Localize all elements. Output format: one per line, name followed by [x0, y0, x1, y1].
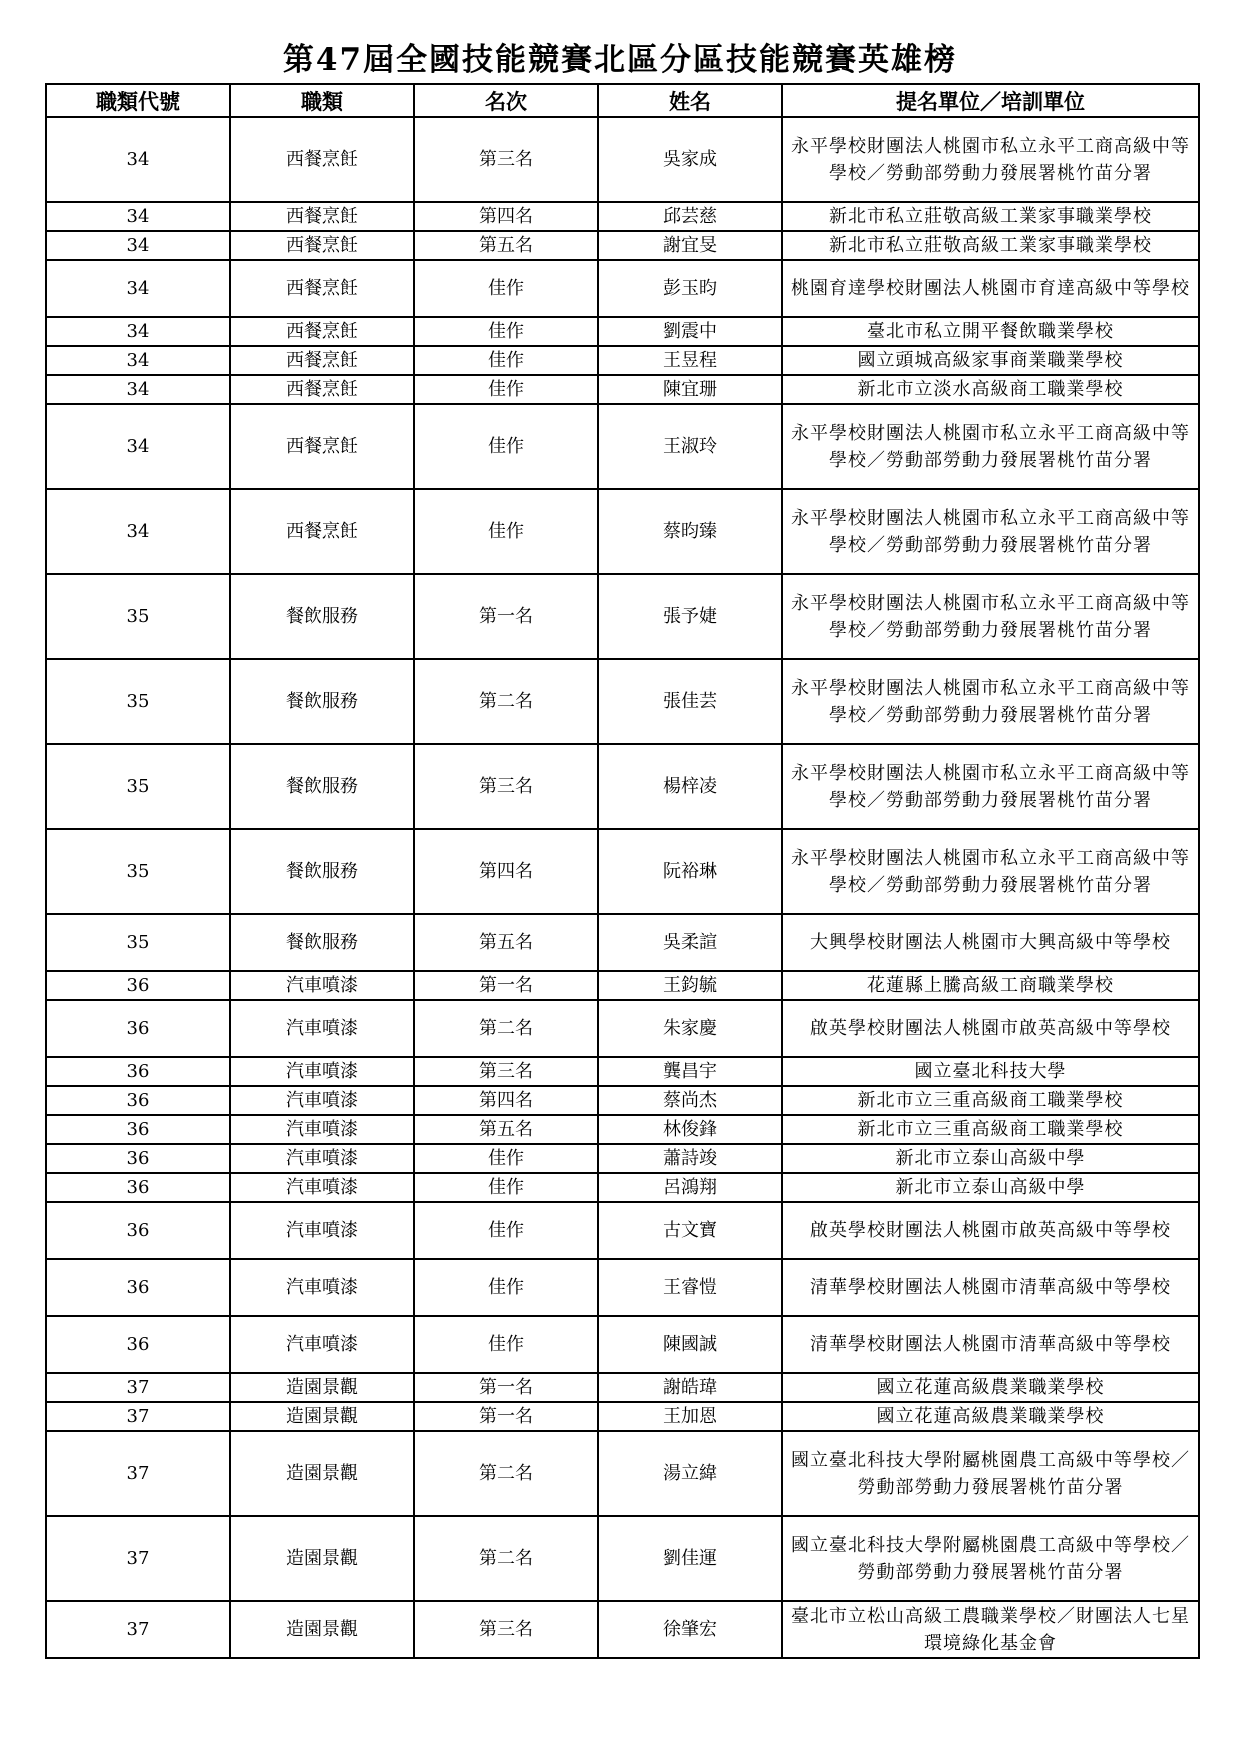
cell-unit: 新北市立三重高級商工職業學校 — [782, 1086, 1199, 1115]
cell-unit: 國立臺北科技大學附屬桃園農工高級中等學校／勞動部勞動力發展署桃竹苗分署 — [782, 1516, 1199, 1601]
cell-name: 謝皓瑋 — [598, 1373, 782, 1402]
cell-rank: 第一名 — [414, 1402, 598, 1431]
cell-name: 王睿愷 — [598, 1259, 782, 1316]
cell-unit: 大興學校財團法人桃園市大興高級中等學校 — [782, 914, 1199, 971]
cell-rank: 第一名 — [414, 574, 598, 659]
cell-trade: 造園景觀 — [230, 1373, 414, 1402]
cell-rank: 第二名 — [414, 1000, 598, 1057]
page-title: 第47屆全國技能競賽北區分區技能競賽英雄榜 — [282, 42, 958, 78]
cell-name: 王昱程 — [598, 346, 782, 375]
cell-code: 36 — [46, 1144, 230, 1173]
cell-code: 35 — [46, 744, 230, 829]
cell-rank: 第二名 — [414, 1431, 598, 1516]
cell-code: 34 — [46, 202, 230, 231]
cell-name: 蔡尚杰 — [598, 1086, 782, 1115]
table-row — [46, 1316, 1199, 1373]
table-row — [46, 744, 1199, 829]
cell-unit: 清華學校財團法人桃園市清華高級中等學校 — [782, 1259, 1199, 1316]
cell-unit: 永平學校財團法人桃園市私立永平工商高級中等學校／勞動部勞動力發展署桃竹苗分署 — [782, 574, 1199, 659]
cell-code: 36 — [46, 1057, 230, 1086]
cell-code: 37 — [46, 1601, 230, 1658]
table-row — [46, 659, 1199, 744]
cell-unit: 國立花蓮高級農業職業學校 — [782, 1373, 1199, 1402]
cell-code: 34 — [46, 231, 230, 260]
cell-name: 楊梓凌 — [598, 744, 782, 829]
cell-rank: 第四名 — [414, 202, 598, 231]
cell-rank: 佳作 — [414, 1316, 598, 1373]
cell-name: 陳宜珊 — [598, 375, 782, 404]
cell-name: 劉佳運 — [598, 1516, 782, 1601]
cell-rank: 第一名 — [414, 971, 598, 1000]
cell-unit: 清華學校財團法人桃園市清華高級中等學校 — [782, 1316, 1199, 1373]
cell-code: 34 — [46, 117, 230, 202]
cell-code: 36 — [46, 1000, 230, 1057]
cell-unit: 永平學校財團法人桃園市私立永平工商高級中等學校／勞動部勞動力發展署桃竹苗分署 — [782, 404, 1199, 489]
cell-unit: 永平學校財團法人桃園市私立永平工商高級中等學校／勞動部勞動力發展署桃竹苗分署 — [782, 744, 1199, 829]
cell-name: 吳家成 — [598, 117, 782, 202]
table-row — [46, 914, 1199, 971]
cell-code: 36 — [46, 1173, 230, 1202]
table-row — [46, 1259, 1199, 1316]
cell-unit: 永平學校財團法人桃園市私立永平工商高級中等學校／勞動部勞動力發展署桃竹苗分署 — [782, 489, 1199, 574]
cell-trade: 造園景觀 — [230, 1516, 414, 1601]
cell-rank: 佳作 — [414, 1144, 598, 1173]
cell-name: 劉震中 — [598, 317, 782, 346]
cell-unit: 新北市立泰山高級中學 — [782, 1173, 1199, 1202]
cell-trade: 汽車噴漆 — [230, 1173, 414, 1202]
cell-unit: 臺北市立松山高級工農職業學校／財團法人七星環境綠化基金會 — [782, 1601, 1199, 1658]
cell-rank: 佳作 — [414, 404, 598, 489]
cell-trade: 汽車噴漆 — [230, 1259, 414, 1316]
cell-code: 35 — [46, 829, 230, 914]
table-row — [46, 829, 1199, 914]
cell-rank: 佳作 — [414, 489, 598, 574]
cell-trade: 造園景觀 — [230, 1431, 414, 1516]
cell-trade: 餐飲服務 — [230, 744, 414, 829]
cell-trade: 汽車噴漆 — [230, 1000, 414, 1057]
cell-rank: 佳作 — [414, 375, 598, 404]
cell-name: 林俊鋒 — [598, 1115, 782, 1144]
cell-trade: 汽車噴漆 — [230, 1086, 414, 1115]
cell-unit: 啟英學校財團法人桃園市啟英高級中等學校 — [782, 1000, 1199, 1057]
table-row — [46, 346, 1199, 375]
cell-code: 34 — [46, 317, 230, 346]
cell-code: 36 — [46, 1259, 230, 1316]
cell-name: 湯立緯 — [598, 1431, 782, 1516]
cell-name: 張佳芸 — [598, 659, 782, 744]
cell-unit: 永平學校財團法人桃園市私立永平工商高級中等學校／勞動部勞動力發展署桃竹苗分署 — [782, 659, 1199, 744]
header-trade: 職類 — [230, 84, 414, 117]
cell-rank: 第二名 — [414, 659, 598, 744]
cell-rank: 佳作 — [414, 1259, 598, 1316]
cell-trade: 西餐烹飪 — [230, 375, 414, 404]
cell-unit: 臺北市私立開平餐飲職業學校 — [782, 317, 1199, 346]
cell-name: 王鈞毓 — [598, 971, 782, 1000]
cell-name: 阮裕琳 — [598, 829, 782, 914]
cell-unit: 永平學校財團法人桃園市私立永平工商高級中等學校／勞動部勞動力發展署桃竹苗分署 — [782, 117, 1199, 202]
cell-name: 吳柔諠 — [598, 914, 782, 971]
cell-unit: 國立花蓮高級農業職業學校 — [782, 1402, 1199, 1431]
table-row — [46, 1000, 1199, 1057]
cell-trade: 西餐烹飪 — [230, 489, 414, 574]
cell-rank: 第三名 — [414, 117, 598, 202]
cell-trade: 餐飲服務 — [230, 829, 414, 914]
cell-unit: 花蓮縣上騰高級工商職業學校 — [782, 971, 1199, 1000]
table-row — [46, 1202, 1199, 1259]
cell-rank: 佳作 — [414, 1173, 598, 1202]
table-row — [46, 231, 1199, 260]
roster-body — [46, 117, 1199, 1658]
cell-name: 徐肇宏 — [598, 1601, 782, 1658]
cell-rank: 第四名 — [414, 1086, 598, 1115]
cell-rank: 第三名 — [414, 1057, 598, 1086]
cell-code: 36 — [46, 971, 230, 1000]
cell-code: 37 — [46, 1373, 230, 1402]
cell-rank: 第四名 — [414, 829, 598, 914]
cell-name: 張予婕 — [598, 574, 782, 659]
cell-code: 34 — [46, 260, 230, 317]
cell-name: 古文寶 — [598, 1202, 782, 1259]
table-row — [46, 489, 1199, 574]
cell-trade: 汽車噴漆 — [230, 1202, 414, 1259]
cell-rank: 第五名 — [414, 1115, 598, 1144]
cell-code: 36 — [46, 1086, 230, 1115]
cell-unit: 新北市立三重高級商工職業學校 — [782, 1115, 1199, 1144]
cell-trade: 西餐烹飪 — [230, 117, 414, 202]
cell-rank: 佳作 — [414, 317, 598, 346]
table-row — [46, 404, 1199, 489]
cell-rank: 第三名 — [414, 744, 598, 829]
cell-trade: 汽車噴漆 — [230, 1316, 414, 1373]
cell-unit: 國立頭城高級家事商業職業學校 — [782, 346, 1199, 375]
roster-table — [45, 83, 1200, 1659]
cell-code: 35 — [46, 914, 230, 971]
cell-rank: 第五名 — [414, 231, 598, 260]
cell-name: 王加恩 — [598, 1402, 782, 1431]
table-row — [46, 375, 1199, 404]
cell-rank: 佳作 — [414, 260, 598, 317]
cell-trade: 汽車噴漆 — [230, 971, 414, 1000]
table-row — [46, 1373, 1199, 1402]
cell-trade: 餐飲服務 — [230, 659, 414, 744]
cell-code: 37 — [46, 1516, 230, 1601]
cell-name: 龔昌宇 — [598, 1057, 782, 1086]
cell-code: 37 — [46, 1402, 230, 1431]
cell-unit: 永平學校財團法人桃園市私立永平工商高級中等學校／勞動部勞動力發展署桃竹苗分署 — [782, 829, 1199, 914]
cell-unit: 啟英學校財團法人桃園市啟英高級中等學校 — [782, 1202, 1199, 1259]
table-row — [46, 202, 1199, 231]
cell-trade: 汽車噴漆 — [230, 1144, 414, 1173]
table-row — [46, 1516, 1199, 1601]
cell-trade: 餐飲服務 — [230, 574, 414, 659]
table-row — [46, 1057, 1199, 1086]
cell-code: 35 — [46, 659, 230, 744]
cell-rank: 佳作 — [414, 1202, 598, 1259]
cell-trade: 汽車噴漆 — [230, 1115, 414, 1144]
cell-unit: 新北市私立莊敬高級工業家事職業學校 — [782, 202, 1199, 231]
cell-trade: 西餐烹飪 — [230, 317, 414, 346]
cell-trade: 西餐烹飪 — [230, 346, 414, 375]
cell-trade: 造園景觀 — [230, 1402, 414, 1431]
cell-name: 邱芸慈 — [598, 202, 782, 231]
header-rank: 名次 — [414, 84, 598, 117]
table-row — [46, 317, 1199, 346]
header-code: 職類代號 — [46, 84, 230, 117]
cell-code: 34 — [46, 404, 230, 489]
cell-name: 蔡昀臻 — [598, 489, 782, 574]
header-name: 姓名 — [598, 84, 782, 117]
cell-rank: 佳作 — [414, 346, 598, 375]
cell-name: 陳國誠 — [598, 1316, 782, 1373]
cell-unit: 桃園育達學校財團法人桃園市育達高級中等學校 — [782, 260, 1199, 317]
cell-unit: 新北市私立莊敬高級工業家事職業學校 — [782, 231, 1199, 260]
cell-unit: 國立臺北科技大學 — [782, 1057, 1199, 1086]
table-row — [46, 574, 1199, 659]
cell-unit: 國立臺北科技大學附屬桃園農工高級中等學校／勞動部勞動力發展署桃竹苗分署 — [782, 1431, 1199, 1516]
cell-trade: 餐飲服務 — [230, 914, 414, 971]
table-row — [46, 1144, 1199, 1173]
table-row — [46, 1115, 1199, 1144]
cell-name: 呂鴻翔 — [598, 1173, 782, 1202]
cell-trade: 西餐烹飪 — [230, 260, 414, 317]
cell-unit: 新北市立淡水高級商工職業學校 — [782, 375, 1199, 404]
cell-code: 34 — [46, 346, 230, 375]
table-row — [46, 971, 1199, 1000]
cell-trade: 西餐烹飪 — [230, 202, 414, 231]
table-row — [46, 260, 1199, 317]
header-unit: 提名單位／培訓單位 — [782, 84, 1199, 117]
cell-rank: 第一名 — [414, 1373, 598, 1402]
cell-trade: 西餐烹飪 — [230, 231, 414, 260]
cell-name: 謝宜旻 — [598, 231, 782, 260]
table-row — [46, 1601, 1199, 1658]
table-row — [46, 1402, 1199, 1431]
cell-name: 王淑玲 — [598, 404, 782, 489]
cell-code: 36 — [46, 1316, 230, 1373]
cell-name: 彭玉昀 — [598, 260, 782, 317]
cell-code: 36 — [46, 1202, 230, 1259]
cell-trade: 西餐烹飪 — [230, 404, 414, 489]
header-row — [46, 84, 1199, 117]
cell-code: 36 — [46, 1115, 230, 1144]
cell-code: 34 — [46, 489, 230, 574]
cell-unit: 新北市立泰山高級中學 — [782, 1144, 1199, 1173]
cell-rank: 第三名 — [414, 1601, 598, 1658]
cell-trade: 汽車噴漆 — [230, 1057, 414, 1086]
cell-trade: 造園景觀 — [230, 1601, 414, 1658]
cell-rank: 第五名 — [414, 914, 598, 971]
cell-code: 35 — [46, 574, 230, 659]
table-row — [46, 1431, 1199, 1516]
cell-name: 蕭詩竣 — [598, 1144, 782, 1173]
cell-rank: 第二名 — [414, 1516, 598, 1601]
table-row — [46, 1086, 1199, 1115]
table-row — [46, 117, 1199, 202]
cell-name: 朱家慶 — [598, 1000, 782, 1057]
cell-code: 34 — [46, 375, 230, 404]
cell-code: 37 — [46, 1431, 230, 1516]
table-row — [46, 1173, 1199, 1202]
